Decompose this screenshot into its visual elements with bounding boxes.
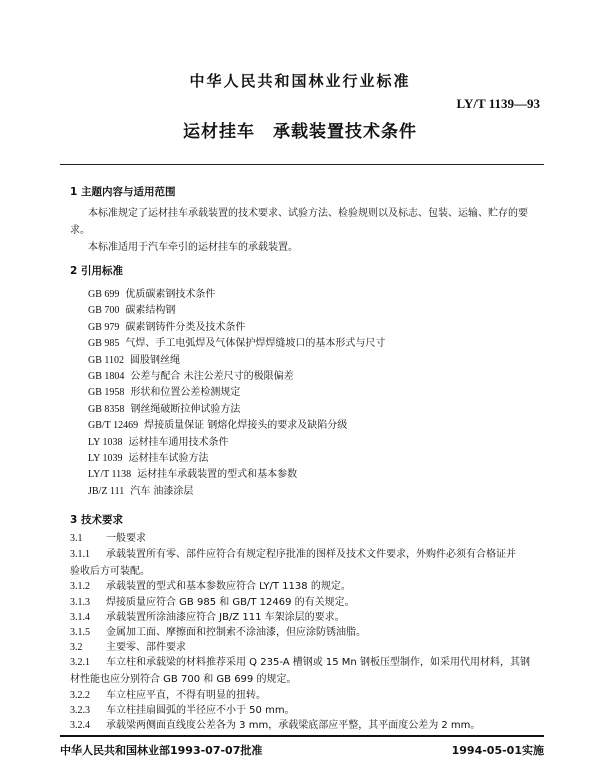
- requirement-item: [70, 689, 266, 702]
- clause-text: 车立柱挂扇圆弧的半径应不小于 50 mm。: [106, 705, 295, 716]
- requirement-item: [70, 548, 516, 561]
- clause-number: 3.2.1: [70, 657, 90, 668]
- reference-code: GB 699: [88, 289, 120, 300]
- reference-title: 形状和位置公差检测规定: [130, 387, 241, 399]
- requirement-item: [70, 673, 296, 686]
- reference-item: [88, 452, 208, 465]
- reference-code: GB 979: [88, 321, 120, 333]
- clause-text: 焊接质量应符合 GB 985 和 GB/T 12469 的有关规定。: [106, 597, 355, 608]
- reference-code: GB 700: [88, 305, 120, 317]
- reference-title: 运材挂车试验方法: [128, 453, 209, 464]
- clause-number: 3.1.5: [70, 627, 90, 638]
- reference-title: 钢丝绳破断拉伸试验方法: [130, 403, 241, 415]
- reference-code: LY/T 1138: [88, 469, 132, 481]
- reference-code: GB 8358: [88, 403, 125, 415]
- reference-item: [88, 370, 294, 383]
- reference-item: [88, 485, 193, 498]
- clause-text: 承载装置所涂油漆应符合 JB/Z 111 车架涂层的要求。: [106, 612, 345, 623]
- reference-code: GB 1958: [88, 387, 125, 399]
- reference-title: 运材挂车承载装置的型式和基本参数: [137, 469, 298, 481]
- reference-item: [88, 321, 245, 334]
- clause-number: 3.1.4: [70, 612, 90, 623]
- clause-number: 3.1.2: [70, 581, 90, 592]
- reference-item: [88, 288, 215, 301]
- approval-line: 中华人民共和国林业部1993-07-07批准: [60, 744, 263, 757]
- requirement-item: [70, 532, 146, 545]
- section-1-paragraph-1-line-1: 本标准规定了运材挂车承载装置的技术要求、试验方法、检验规则以及标志、包装、运输、贮存的要: [88, 208, 528, 219]
- reference-item: [88, 386, 240, 399]
- issuing-organization: 中华人民共和国林业行业标准: [189, 72, 411, 90]
- reference-code: LY 1039: [88, 453, 123, 464]
- requirement-item: [70, 626, 366, 639]
- clause-text: 主要零、部件要求: [106, 642, 186, 653]
- clause-number: 3.1.1: [70, 549, 90, 560]
- clause-text: 车立柱应平直，不得有明显的扭转。: [106, 690, 266, 701]
- footer-divider: [60, 735, 544, 737]
- requirement-item: [70, 704, 295, 717]
- clause-number: 3.1.3: [70, 597, 90, 608]
- reference-title: 碳素结构钢: [125, 305, 176, 317]
- clause-text: 承载梁两侧面直线度公差各为 3 mm，承载梁底部应平整，其平面度公差为 2 mm。: [106, 720, 481, 731]
- reference-title: 圆股钢丝绳: [130, 354, 181, 366]
- reference-code: GB 985: [88, 338, 120, 350]
- clause-text: 一般要求: [106, 533, 146, 544]
- implementation-date: 1994-05-01实施: [451, 744, 544, 757]
- clause-text: 金属加工面、摩擦面和控制索不涂油漆，但应涂防锈油脂。: [106, 627, 366, 638]
- requirement-item: [70, 580, 351, 593]
- section-3-heading: 3 技术要求: [70, 514, 123, 526]
- section-1-paragraph-2: 本标准适用于汽车牵引的运材挂车的承载装置。: [88, 242, 298, 253]
- reference-title: 运材挂车通用技术条件: [128, 436, 229, 448]
- document-title: [0, 117, 600, 142]
- reference-item: [88, 337, 385, 350]
- reference-title: 碳素钢铸件分类及技术条件: [125, 321, 246, 333]
- clause-text: 验收后方可装配。: [70, 566, 150, 577]
- clause-text: 材性能也应分别符合 GB 700 和 GB 699 的规定。: [70, 674, 297, 685]
- reference-title: 焊接质量保证 钢熔化焊接头的要求及缺陷分级: [144, 420, 348, 432]
- reference-item: [88, 419, 347, 432]
- clause-number: 3.2.3: [70, 705, 90, 716]
- requirement-item: [70, 656, 530, 669]
- reference-code: GB/T 12469: [88, 420, 139, 432]
- reference-title: 气焊、手工电弧焊及气体保护焊焊缝坡口的基本形式与尺寸: [125, 338, 386, 350]
- header-divider: [60, 164, 544, 165]
- reference-title: 优质碳素钢技术条件: [125, 289, 216, 300]
- requirement-item: [70, 565, 150, 578]
- reference-item: [88, 403, 240, 416]
- reference-title: 公差与配合 未注公差尺寸的极限偏差: [130, 371, 294, 382]
- reference-item: [88, 354, 180, 367]
- section-2-heading: 2 引用标准: [70, 265, 123, 277]
- reference-code: GB 1102: [88, 354, 125, 366]
- reference-item: [88, 436, 228, 449]
- standard-code: LY/T 1139—93: [456, 96, 540, 111]
- title-sub: 承载装置技术条件: [273, 122, 417, 142]
- reference-item: [88, 468, 297, 481]
- clause-text: 承载装置的型式和基本参数应符合 LY/T 1138 的规定。: [106, 581, 351, 592]
- section-1-heading: 1 主题内容与适用范围: [70, 186, 176, 198]
- reference-code: GB 1804: [88, 371, 125, 382]
- clause-number: 3.1: [70, 533, 83, 544]
- requirement-item: [70, 719, 480, 732]
- reference-item: [88, 304, 175, 317]
- clause-number: 3.2.2: [70, 690, 90, 701]
- reference-code: JB/Z 111: [88, 485, 125, 497]
- title-main: 运材挂车: [183, 122, 255, 142]
- clause-text: 车立柱和承载梁的材料推荐采用 Q 235-A 槽钢或 15 Mn 钢板压型制作，如采用代用材料，其钢: [106, 657, 530, 668]
- clause-text: 承载装置所有零、部件应符合有规定程序批准的图样及技术文件要求，外购件必须有合格证并: [106, 549, 516, 560]
- reference-code: LY 1038: [88, 436, 123, 448]
- requirement-item: [70, 596, 355, 609]
- reference-title: 汽车 油漆涂层: [130, 485, 194, 497]
- clause-number: 3.2.4: [70, 720, 90, 731]
- section-1-paragraph-1-line-2: 求。: [70, 225, 90, 236]
- requirement-item: [70, 611, 345, 624]
- clause-number: 3.2: [70, 642, 83, 653]
- requirement-item: [70, 641, 186, 654]
